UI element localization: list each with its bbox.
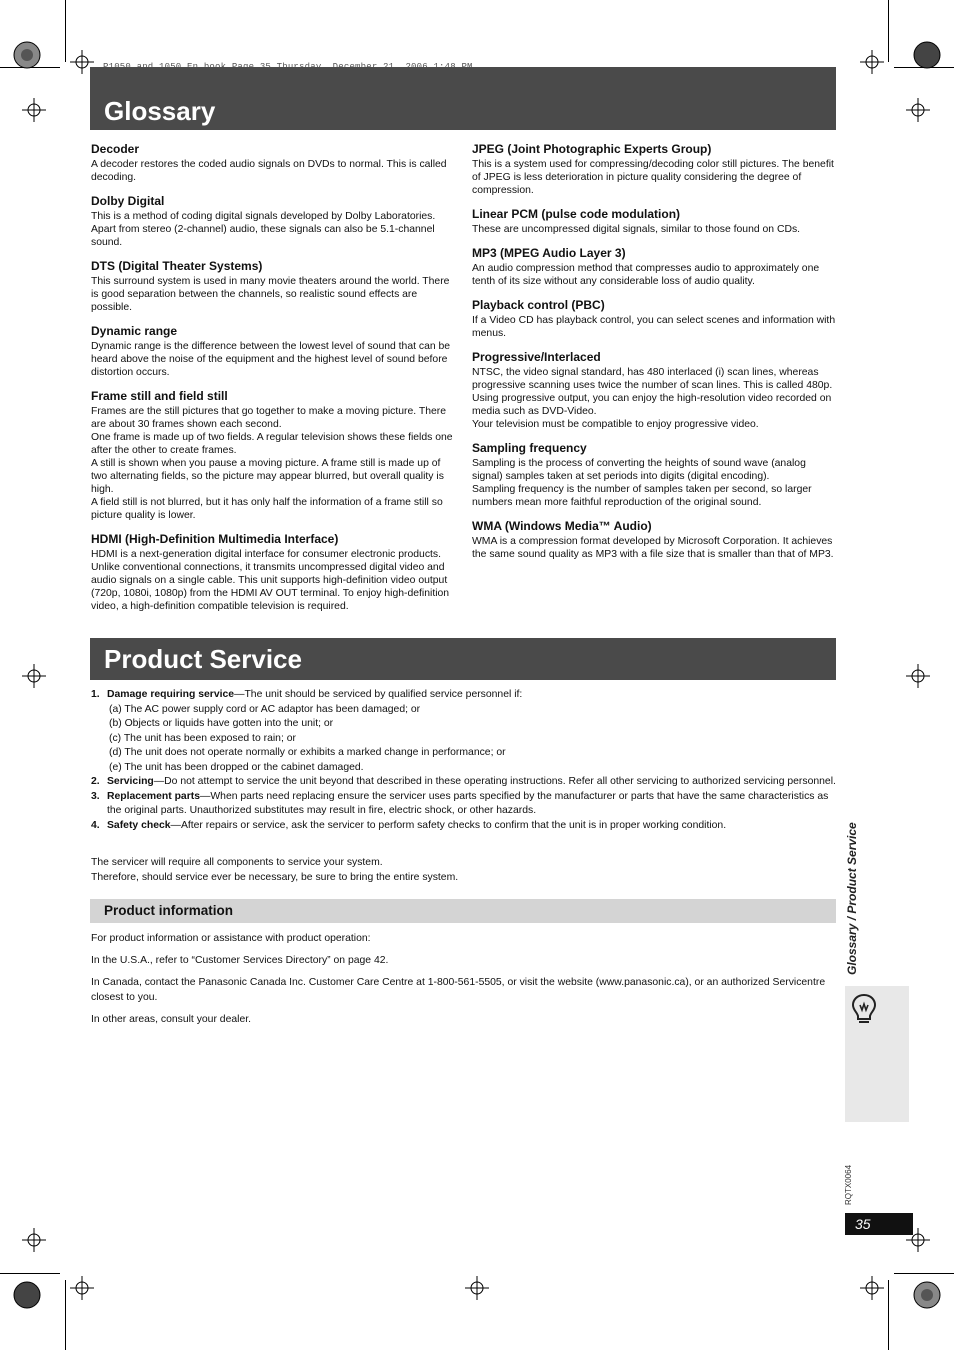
crop-mark — [65, 1280, 66, 1350]
definition-paragraph: WMA is a compression format developed by Microsoft Corporation. It achieves the same sound quality as MP3 with a file size that is smaller than that of MP3. — [472, 536, 834, 560]
reference-lightbulb-icon — [849, 992, 879, 1026]
registration-mark — [12, 40, 42, 70]
item-text: —Do not attempt to service the unit beyond that described in these operating instructions. Refer all other servicing to authorized servicing personnel. — [153, 776, 836, 787]
item-text: —The unit should be serviced by qualified service personnel if: — [234, 689, 523, 700]
definition-paragraph: An audio compression method that compresses audio to approximately one tenth of its size without any considerable loss of audio quality. — [472, 263, 820, 287]
glossary-term: WMA (Windows Media™ Audio) — [472, 519, 652, 533]
condition-item: (b) Objects or liquids have gotten into the unit; or — [109, 718, 334, 729]
glossary-term: HDMI (High-Definition Multimedia Interface) — [91, 532, 339, 546]
glossary-definition — [472, 366, 837, 431]
service-note-line: Therefore, should service ever be necessary, be sure to bring the entire system. — [91, 872, 459, 883]
definition-paragraph: NTSC, the video signal standard, has 480 interlaced (i) scan lines, whereas progressive scanning uses twice the number of scan lines. This is called 480p. — [472, 367, 833, 391]
condition-item: (c) The unit has been exposed to rain; or — [109, 732, 296, 744]
product-service-title: Product Service — [90, 638, 836, 680]
glossary-definition — [472, 223, 837, 236]
crosshair-mark — [906, 664, 930, 688]
glossary-definition — [472, 262, 837, 288]
condition-item: (a) The AC power supply cord or AC adaptor has been damaged; or — [109, 703, 421, 715]
glossary-definition — [91, 405, 456, 522]
definition-paragraph: A field still is not blurred, but it has only half the information of a frame still so picture quality is lower. — [91, 497, 443, 521]
service-list — [91, 688, 836, 833]
registration-mark — [912, 1280, 942, 1310]
page-number: 35 — [845, 1213, 913, 1235]
glossary-right-column — [472, 142, 837, 571]
glossary-term: Playback control (PBC) — [472, 298, 605, 312]
glossary-left-column — [91, 142, 456, 623]
service-note — [91, 855, 836, 885]
info-paragraph: For product information or assistance with product operation: — [91, 933, 371, 944]
crop-mark — [888, 1280, 889, 1350]
product-information-body — [91, 931, 836, 1034]
glossary-term: MP3 (MPEG Audio Layer 3) — [472, 246, 626, 260]
definition-paragraph: Sampling is the process of converting the heights of sound wave (analog signal) samples taken at set periods into digits (digital encoding). — [472, 458, 806, 482]
side-section-title: Glossary / Product Service — [845, 822, 859, 975]
glossary-definition — [472, 314, 837, 340]
definition-paragraph: Sampling frequency is the number of samples taken per second, so larger numbers mean more faithful reproduction of the original sound. — [472, 484, 812, 508]
crosshair-mark — [465, 1276, 489, 1300]
service-item — [91, 819, 836, 834]
crosshair-mark — [860, 50, 884, 74]
glossary-definition — [91, 158, 456, 184]
item-number: 1. — [91, 689, 100, 700]
condition-item: (e) The unit has been dropped or the cabinet damaged. — [109, 761, 364, 773]
definition-paragraph: This surround system is used in many movie theaters around the world. There is good separation between the channels, so realistic sound effects are possible. — [91, 276, 450, 313]
definition-paragraph: A still is shown when you pause a moving picture. A frame still is made up of two alternating fields, so the picture may appear blurred, but overall quality is high. — [91, 458, 444, 495]
definition-paragraph: Your television must be compatible to enjoy progressive video. — [472, 419, 759, 430]
item-text: —When parts need replacing ensure the servicer uses parts specified by the manufacturer or parts that have the same characteristics as the original parts. Unauthorized substitutes may result in fire, electric shock, or other hazards. — [107, 790, 829, 816]
definition-paragraph: A decoder restores the coded audio signals on DVDs to normal. This is called decoding. — [91, 159, 447, 183]
crop-mark — [894, 1273, 954, 1274]
item-text: —After repairs or service, ask the servicer to perform safety checks to confirm that the unit is in proper working condition. — [170, 819, 727, 831]
glossary-definition — [91, 275, 456, 314]
definition-paragraph: One frame is made up of two fields. A regular television shows these fields one after the other to create frames. — [91, 432, 453, 456]
crosshair-mark — [22, 1228, 46, 1252]
crop-mark — [0, 1273, 60, 1274]
item-number: 4. — [91, 819, 100, 831]
glossary-term: JPEG (Joint Photographic Experts Group) — [472, 142, 712, 156]
glossary-definition — [91, 210, 456, 249]
crosshair-mark — [22, 98, 46, 122]
info-paragraph: In Canada, contact the Panasonic Canada Inc. Customer Care Centre at 1-800-561-5505, or visit the website (www.panasonic.ca), or an authorized Servicentre closest to you. — [91, 977, 826, 1003]
registration-mark — [12, 1280, 42, 1310]
product-information-heading: Product information — [90, 899, 836, 923]
crop-mark — [888, 0, 889, 62]
glossary-term: Linear PCM (pulse code modulation) — [472, 207, 681, 221]
definition-paragraph: These are uncompressed digital signals, similar to those found on CDs. — [472, 224, 801, 235]
crosshair-mark — [70, 1276, 94, 1300]
glossary-term: Decoder — [91, 142, 140, 156]
crop-mark — [65, 0, 66, 62]
side-tab — [845, 986, 909, 1122]
glossary-definition — [91, 548, 456, 613]
item-heading: Replacement parts — [107, 790, 200, 802]
definition-paragraph: This is a system used for compressing/decoding color still pictures. The benefit of JPEG is less deterioration in picture quality considering the degree of compression. — [472, 159, 834, 196]
definition-paragraph: HDMI is a next-generation digital interface for consumer electronic products. Unlike conventional connections, it transmits uncompressed digital video and audio signals on a single cable. This unit supports high-definition video output (720p, 1080i, 1080p) from the HDMI AV OUT terminal. To enjoy high-definition video, a high-definition compatible television is required. — [91, 549, 450, 612]
item-number: 2. — [91, 776, 100, 787]
item-number: 3. — [91, 790, 100, 802]
registration-mark — [912, 40, 942, 70]
definition-paragraph: Frames are the still pictures that go together to make a moving picture. There are about 30 frames shown each second. — [91, 406, 446, 430]
glossary-definition — [472, 457, 837, 509]
crosshair-mark — [906, 1228, 930, 1252]
glossary-definition — [91, 340, 456, 379]
service-note-line: The servicer will require all components to service your system. — [91, 857, 383, 868]
crosshair-mark — [22, 664, 46, 688]
glossary-term: Dolby Digital — [91, 194, 165, 208]
item-heading: Servicing — [107, 776, 154, 787]
crosshair-mark — [860, 1276, 884, 1300]
service-item — [91, 775, 836, 790]
definition-paragraph: If a Video CD has playback control, you can select scenes and information with menus. — [472, 315, 836, 339]
glossary-term: Frame still and field still — [91, 389, 228, 403]
definition-paragraph: Using progressive output, you can enjoy the high-resolution video recorded on media such as DVD-Video. — [472, 393, 832, 417]
glossary-term: Dynamic range — [91, 324, 178, 338]
glossary-definition — [472, 535, 837, 561]
crosshair-mark — [70, 50, 94, 74]
item-heading: Damage requiring service — [107, 689, 235, 700]
service-item — [91, 790, 836, 819]
item-heading: Safety check — [107, 819, 171, 831]
glossary-term: DTS (Digital Theater Systems) — [91, 259, 263, 273]
glossary-definition — [472, 158, 837, 197]
definition-paragraph: Dynamic range is the difference between the lowest level of sound that can be heard above the noise of the equipment and the highest level of sound before distortion occurs. — [91, 341, 451, 378]
glossary-title: Glossary — [90, 67, 836, 130]
damage-conditions — [107, 703, 836, 776]
crosshair-mark — [906, 98, 930, 122]
info-paragraph: In other areas, consult your dealer. — [91, 1014, 251, 1025]
info-paragraph: In the U.S.A., refer to “Customer Services Directory” on page 42. — [91, 955, 389, 966]
model-code: RQTX0064 — [844, 1164, 853, 1205]
service-item — [91, 688, 836, 775]
definition-paragraph: This is a method of coding digital signals developed by Dolby Laboratories. Apart from stereo (2-channel) audio, these signals can also be 5.1-channel sound. — [91, 211, 436, 248]
glossary-term: Progressive/Interlaced — [472, 350, 601, 364]
condition-item: (d) The unit does not operate normally or exhibits a marked change in performance; or — [109, 747, 506, 758]
glossary-term: Sampling frequency — [472, 441, 587, 455]
